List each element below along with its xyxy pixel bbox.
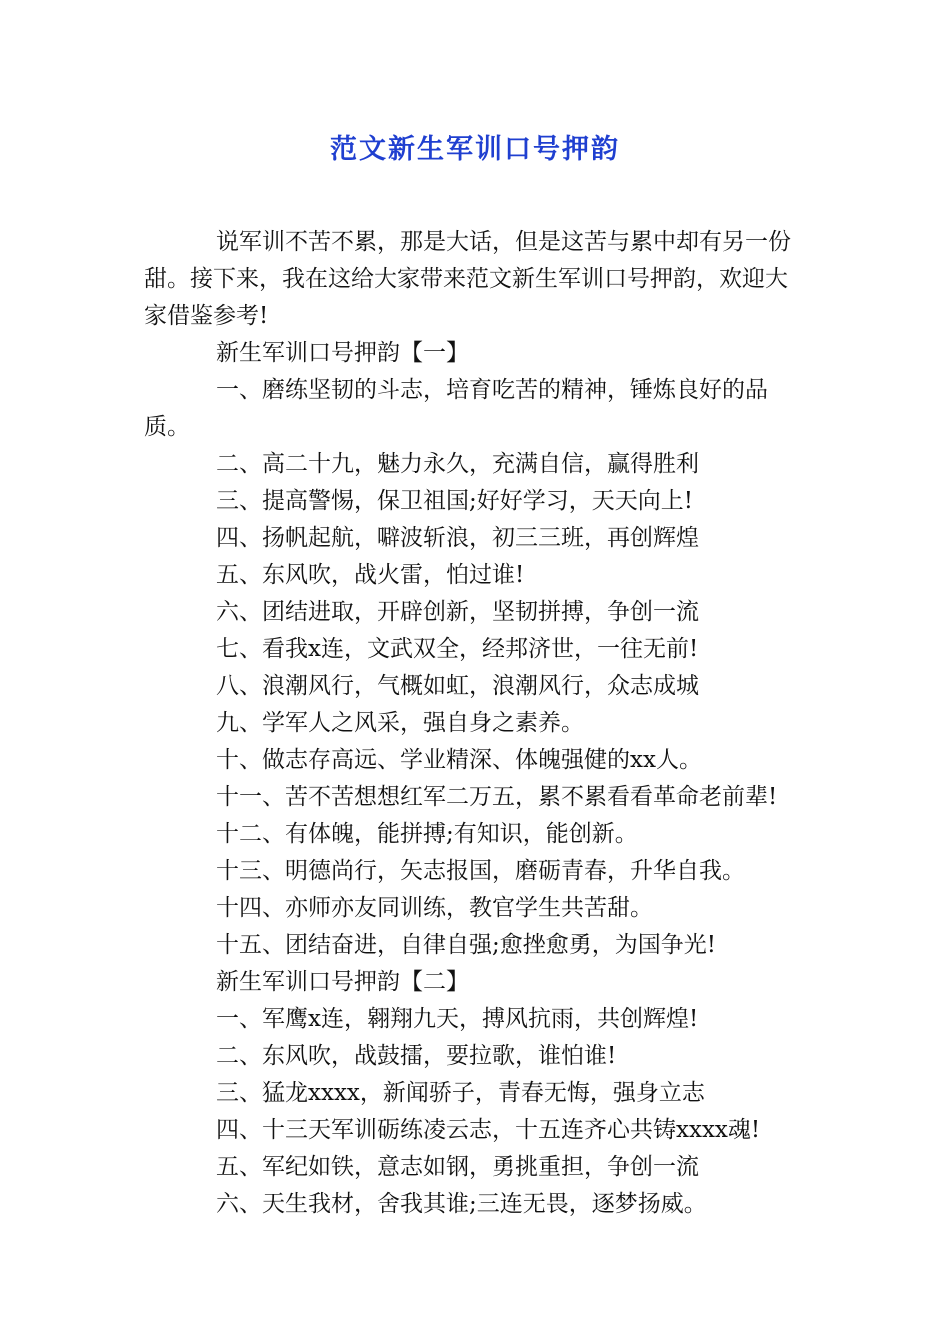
document-title: 范文新生军训口号押韵 bbox=[330, 134, 620, 165]
slogan-line: 二、高二十九，魅力永久，充满自信，赢得胜利 bbox=[216, 451, 699, 477]
slogan-line: 五、军纪如铁，意志如钢，勇挑重担，争创一流 bbox=[216, 1154, 699, 1180]
slogan-line: 五、东风吹，战火雷，怕过谁! bbox=[216, 562, 525, 588]
slogan-line: 六、天生我材，舍我其谁;三连无畏，逐梦扬威。 bbox=[216, 1191, 707, 1217]
slogan-line: 三、提高警惕，保卫祖国;好好学习，天天向上! bbox=[216, 488, 693, 514]
slogan-line: 十一、苦不苦想想红军二万五，累不累看看革命老前辈! bbox=[216, 784, 778, 810]
slogan-line: 十五、团结奋进，自律自强;愈挫愈勇，为国争光! bbox=[216, 932, 716, 958]
section-heading-1: 新生军训口号押韵【一】 bbox=[216, 340, 469, 366]
section-heading-2: 新生军训口号押韵【二】 bbox=[216, 969, 469, 995]
slogan-line: 八、浪潮风行，气概如虹，浪潮风行，众志成城 bbox=[216, 673, 699, 699]
slogan-line: 十、做志存高远、学业精深、体魄强健的xx人。 bbox=[216, 747, 702, 773]
slogan-line: 六、团结进取，开辟创新，坚韧拼搏，争创一流 bbox=[216, 599, 699, 625]
slogan-line: 二、东风吹，战鼓擂，要拉歌，谁怕谁! bbox=[216, 1043, 617, 1069]
slogan-line: 七、看我x连，文武双全，经邦济世，一往无前! bbox=[216, 636, 699, 662]
slogan-line: 三、猛龙xxxx，新闻骄子，青春无悔，强身立志 bbox=[216, 1080, 705, 1106]
slogan-line: 四、扬帆起航，噼波斩浪，初三三班，再创辉煌 bbox=[216, 525, 699, 551]
slogan-line: 一、军鹰x连，翱翔九天，搏风抗雨，共创辉煌! bbox=[216, 1006, 699, 1032]
intro-paragraph: 说军训不苦不累，那是大话，但是这苦与累中却有另一份甜。接下来，我在这给大家带来范文新生军训口号押韵，欢迎大家借鉴参考! bbox=[144, 229, 791, 329]
slogan-line: 一、磨练坚韧的斗志，培育吃苦的精神，锤炼良好的品质。 bbox=[144, 377, 768, 440]
slogan-list bbox=[144, 335, 804, 1223]
slogan-line: 九、学军人之风采，强自身之素养。 bbox=[216, 710, 584, 736]
slogan-line: 四、十三天军训砺练凌云志，十五连齐心共铸xxxx魂! bbox=[216, 1117, 761, 1143]
slogan-line: 十三、明德尚行，矢志报国，磨砺青春，升华自我。 bbox=[216, 858, 745, 884]
slogan-line: 十四、亦师亦友同训练，教官学生共苦甜。 bbox=[216, 895, 653, 921]
slogan-line: 十二、有体魄，能拼搏;有知识，能创新。 bbox=[216, 821, 638, 847]
